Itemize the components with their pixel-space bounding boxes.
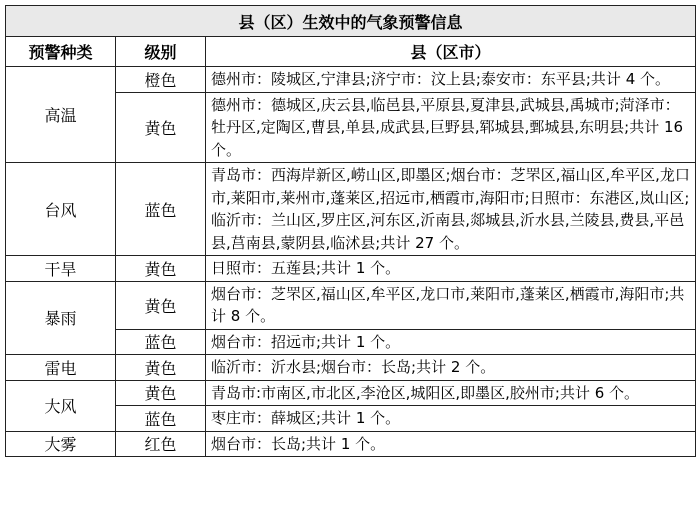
warning-type-cell: 大雾 <box>6 431 116 457</box>
affected-areas-cell: 青岛市：西海岸新区,崂山区,即墨区;烟台市：芝罘区,福山区,牟平区,龙口市,莱阳市,莱州市,蓬莱区,招远市,栖霞市,海阳市;日照市：东港区,岚山区;临沂市：兰山区,罗庄区,河东区,沂南县,郯城县,沂水县,兰陵县,费县,平邑县,莒南县,蒙阴县,临沭县;共计 27 个。 <box>206 163 696 256</box>
warning-level-cell: 黄色 <box>116 281 206 329</box>
table-header-row <box>6 37 696 67</box>
table-row <box>6 431 696 457</box>
affected-areas-cell: 德州市：陵城区,宁津县;济宁市：汶上县;泰安市：东平县;共计 4 个。 <box>206 67 696 93</box>
affected-areas-cell: 日照市：五莲县;共计 1 个。 <box>206 256 696 282</box>
warning-level-cell: 红色 <box>116 431 206 457</box>
warning-type-cell: 雷电 <box>6 355 116 381</box>
warning-level-cell: 黄色 <box>116 380 206 406</box>
warning-level-cell: 蓝色 <box>116 329 206 355</box>
header-areas: 县（区市） <box>206 37 696 67</box>
table-title-row <box>6 6 696 37</box>
table-row <box>6 380 696 406</box>
affected-areas-cell: 枣庄市：薛城区;共计 1 个。 <box>206 406 696 432</box>
warning-type-cell: 干旱 <box>6 256 116 282</box>
affected-areas-cell: 烟台市：长岛;共计 1 个。 <box>206 431 696 457</box>
warning-level-cell: 橙色 <box>116 67 206 93</box>
table-row <box>6 355 696 381</box>
warning-level-cell: 蓝色 <box>116 406 206 432</box>
warning-type-cell: 大风 <box>6 380 116 431</box>
warning-table-page <box>5 5 695 518</box>
warning-type-cell: 暴雨 <box>6 281 116 355</box>
header-warning-type: 预警种类 <box>6 37 116 67</box>
affected-areas-cell: 临沂市：沂水县;烟台市：长岛;共计 2 个。 <box>206 355 696 381</box>
header-level: 级别 <box>116 37 206 67</box>
affected-areas-cell: 青岛市:市南区,市北区,李沧区,城阳区,即墨区,胶州市;共计 6 个。 <box>206 380 696 406</box>
table-title: 县（区）生效中的气象预警信息 <box>6 6 696 37</box>
warning-level-cell: 蓝色 <box>116 163 206 256</box>
warning-type-cell: 高温 <box>6 67 116 163</box>
warning-level-cell: 黄色 <box>116 92 206 163</box>
affected-areas-cell: 德州市：德城区,庆云县,临邑县,平原县,夏津县,武城县,禹城市;菏泽市：牡丹区,定陶区,曹县,单县,成武县,巨野县,郓城县,鄄城县,东明县;共计 16 个。 <box>206 92 696 163</box>
weather-warning-table <box>5 5 696 457</box>
table-row <box>6 163 696 256</box>
table-row <box>6 256 696 282</box>
warning-type-cell: 台风 <box>6 163 116 256</box>
warning-level-cell: 黄色 <box>116 355 206 381</box>
table-row <box>6 67 696 93</box>
warning-level-cell: 黄色 <box>116 256 206 282</box>
affected-areas-cell: 烟台市：招远市;共计 1 个。 <box>206 329 696 355</box>
table-row <box>6 281 696 329</box>
affected-areas-cell: 烟台市：芝罘区,福山区,牟平区,龙口市,莱阳市,蓬莱区,栖霞市,海阳市;共计 8 个。 <box>206 281 696 329</box>
